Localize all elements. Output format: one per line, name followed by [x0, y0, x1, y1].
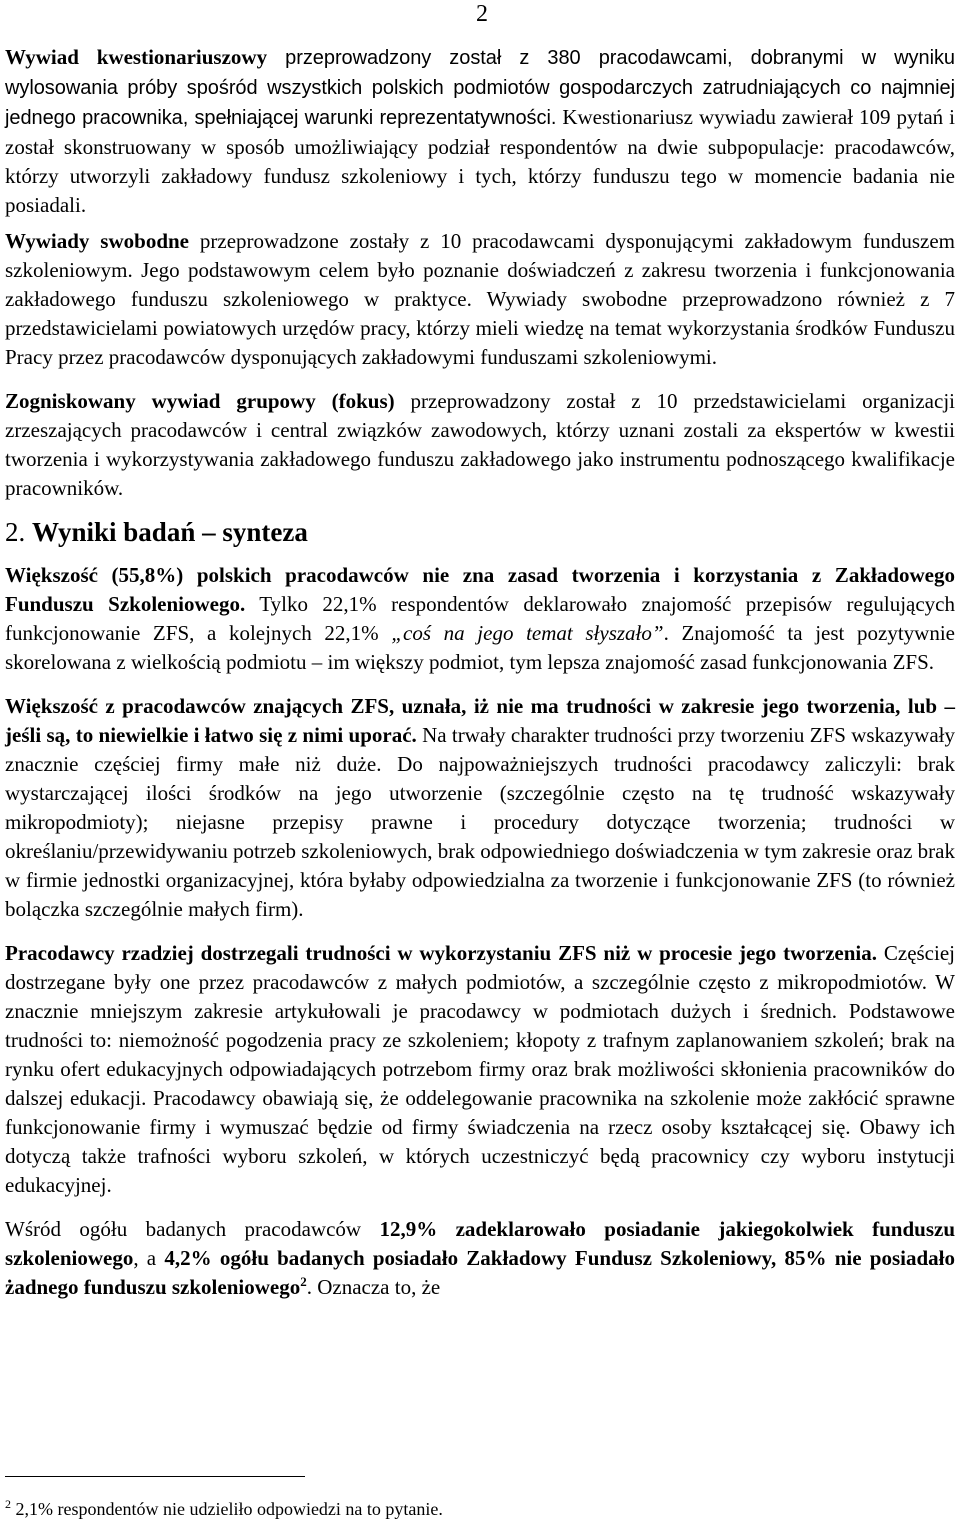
page-number: 2	[476, 1, 488, 27]
section-title: Wyniki badań – synteza	[32, 517, 308, 547]
highlight-finding: Większość z pracodawców znających ZFS, uznała, iż nie ma trudności w zakresie jego tworzenia, lub – jeśli są, to niewielkie i łatwo się z nimi uporać.	[5, 694, 955, 747]
paragraph-creation-difficulties	[5, 692, 955, 924]
footnote-reference[interactable]: 2	[300, 1274, 307, 1289]
term-questionnaire-interview: Wywiad kwestionariuszowy	[5, 45, 268, 69]
paragraph-text: Na trwały charakter trudności przy tworzeniu ZFS wskazywały znacznie częściej firmy małe niż duże. Do najpoważniejszych trudności pracodawcy zaliczyli: brak wystarczającej ilości środków na jego utworzenie (szczególnie często na tę trudność wskazywały mikropodmioty); niejasne przepisy prawne i procedury dotyczące tworzenia; trudności w określaniu/przewidywaniu potrzeb szkoleniowych, brak odpowiedniego doświadczenia w tym zakresie oraz brak w firmie jednostki organizacyjnej, która byłaby odpowiedzialna za tworzenie i funkcjonowanie ZFS (to również bolączka szczególnie małych firm).	[5, 723, 955, 921]
paragraph-fund-ownership	[5, 1215, 955, 1302]
paragraph-text: Wśród ogółu badanych pracodawców	[5, 1217, 380, 1241]
footnote-text: 2,1% respondentów nie udzieliło odpowiedzi na to pytanie.	[11, 1499, 443, 1519]
paragraph-questionnaire-interview	[5, 43, 955, 220]
paragraph-text: . Znajomość ta jest pozytywnie skorelowana z wielkością podmiotu – im większy podmiot, tym lepsza znajomość zasad funkcjonowania ZFS.	[5, 621, 956, 674]
document-body	[5, 43, 955, 1302]
paragraph-text: przeprowadzony został z 10 przedstawicielami organizacji zrzeszających pracodawców i central związków zawodowych, którzy uznani zostali za ekspertów w kwestii tworzenia i wykorzystywania zakładowego funduszu zakładowego jako instrumentu podnoszącego kwalifikacje pracowników.	[5, 389, 955, 500]
term-free-interviews: Wywiady swobodne	[5, 229, 190, 253]
paragraph-text: Kwestionariusz wywiadu zawierał 109 pytań i został skonstruowany w sposób umożliwiający podział respondentów na dwie subpopulacje: pracodawców, którzy utworzyli zakładowy fundusz szkoleniowy i tych, którzy funduszu tego w momencie badania nie posiadali.	[5, 105, 955, 217]
paragraph-free-interviews	[5, 227, 955, 372]
paragraph-focus-group	[5, 387, 955, 503]
paragraph-text: Jego podstawowym celem było poznanie doświadczeń z zakresu tworzenia i funkcjonowania zakładowego funduszu szkoleniowego w praktyce.	[5, 258, 955, 311]
paragraph-text: przeprowadzone zostały z 10 pracodawcami dysponującymi zakładowym funduszem szkoleniowym.	[5, 229, 955, 282]
term-focus-group: Zogniskowany wywiad grupowy (fokus)	[5, 389, 395, 413]
paragraph-usage-difficulties	[5, 939, 955, 1200]
paragraph-majority-unaware	[5, 561, 955, 677]
quoted-phrase: „coś na jego temat słyszało”	[391, 621, 664, 645]
footnote-separator	[5, 1476, 305, 1477]
highlight-finding: 4,2% ogółu badanych posiadało Zakładowy Fundusz Szkoleniowy, 85% nie posiadało żadnego funduszu szkoleniowego	[5, 1246, 956, 1299]
footnote-marker: 2	[5, 1497, 11, 1511]
section-number: 2.	[5, 517, 26, 547]
paragraph-text: przeprowadzony został z 380 pracodawcami, dobranymi w wyniku wylosowania próby spośród wszystkich polskich podmiotów gospodarczych zatrudniających co najmniej jednego pracownika, spełniającej warunki reprezentatywności.	[5, 47, 955, 129]
paragraph-text: . Oznacza to, że	[306, 1275, 441, 1299]
paragraph-text: Wywiady swobodne przeprowadzono również z 7 przedstawicielami powiatowych urzędów pracy, którzy mieli wiedzę na temat wykorzystania środków Funduszu Pracy przez pracodawców dysponujących zakładowymi funduszami szkoleniowymi.	[5, 287, 955, 369]
paragraph-text: Częściej dostrzegane były one przez pracodawców z małych podmiotów, a szczególnie często z mikropodmiotów. W znacznie mniejszym zakresie artykułowali je pracodawcy w podmiotach dużych i średnich. Podstawowe trudności to: niemożność pogodzenia pracy ze szkoleniem; kłopoty z trafnym zaplanowaniem szkoleń; brak na rynku ofert edukacyjnych odpowiadających potrzebom firmy oraz brak możliwości skłonienia pracowników do dalszej edukacji. Pracodawcy obawiają się, że oddelegowanie pracownika na szkolenie może zakłócić sprawne funkcjonowanie firmy i wymuszać będzie od firmy świadczenia na rzecz osoby kształcącej się. Obawy ich dotyczą także trafności wyboru szkoleń, w których uczestniczyć będą pracownicy czy wyboru instytucji edukacyjnej.	[5, 941, 955, 1197]
paragraph-text: , a	[133, 1246, 165, 1270]
section-heading	[5, 515, 955, 549]
highlight-finding: Większość (55,8%) polskich pracodawców nie zna zasad tworzenia i korzystania z Zakładowego Funduszu Szkoleniowego.	[5, 563, 955, 616]
paragraph-text: Tylko 22,1% respondentów deklarowało znajomość przepisów regulujących funkcjonowanie ZFS, a kolejnych 22,1%	[5, 592, 955, 645]
highlight-finding: 12,9% zadeklarowało posiadanie jakiegokolwiek funduszu szkoleniowego	[5, 1217, 955, 1270]
footnote	[5, 1497, 945, 1521]
highlight-finding: Pracodawcy rzadziej dostrzegali trudności w wykorzystaniu ZFS niż w procesie jego tworzenia.	[5, 941, 878, 965]
